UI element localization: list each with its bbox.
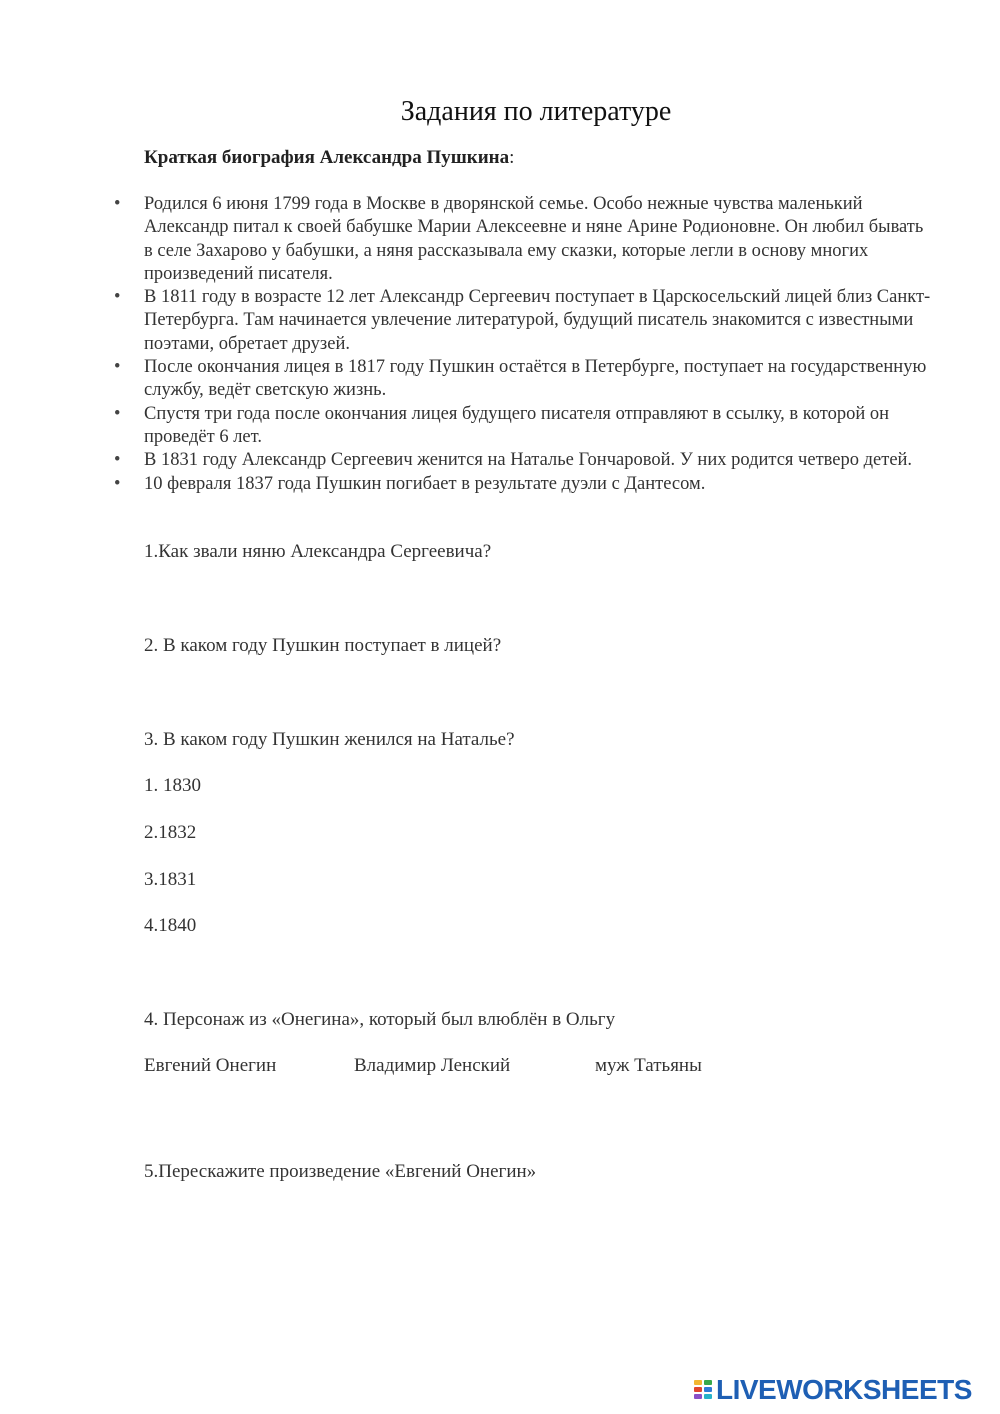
list-item: • Спустя три года после окончания лицея будущего писателя отправляют в ссылку, в которой он проведёт 6 лет. xyxy=(144,403,934,450)
question-4-option-3[interactable]: муж Татьяны xyxy=(595,1055,702,1076)
page-title: Задания по литературе xyxy=(400,96,672,127)
list-item: • После окончания лицея в 1817 году Пушкин остаётся в Петербурге, поступает на государственную службу, ведёт светскую жизнь. xyxy=(144,356,934,403)
subtitle-colon: : xyxy=(509,147,515,168)
question-3-option-3[interactable]: 3.1831 xyxy=(144,869,197,890)
question-4-option-2[interactable]: Владимир Ленский xyxy=(354,1055,511,1076)
section-subtitle xyxy=(144,147,514,169)
biography-list xyxy=(144,193,934,496)
question-3: 3. В каком году Пушкин женился на Наталье? xyxy=(144,729,515,750)
list-item: • В 1831 году Александр Сергеевич женится на Наталье Гончаровой. У них родится четверо детей. xyxy=(144,449,934,472)
question-2: 2. В каком году Пушкин поступает в лицей? xyxy=(144,635,502,656)
logo-text: LIVEWORKSHEETS xyxy=(716,1374,972,1405)
question-4-option-1[interactable]: Евгений Онегин xyxy=(144,1055,277,1076)
question-3-option-4[interactable]: 4.1840 xyxy=(144,915,197,936)
subtitle-bold: Краткая биография Александра Пушкина xyxy=(144,147,510,168)
list-item: • Родился 6 июня 1799 года в Москве в дворянской семье. Особо нежные чувства маленький Александр питал к своей бабушке Марии Алексеевне и няне Арине Родионовне. Он любил бывать в селе Захарово у бабушки, а няня рассказывала ему сказки, которые легли в основу многих произведений писателя. xyxy=(144,193,934,286)
question-3-option-2[interactable]: 2.1832 xyxy=(144,822,197,843)
question-5: 5.Перескажите произведение «Евгений Онегин» xyxy=(144,1161,537,1182)
logo-blocks-icon xyxy=(694,1378,714,1402)
question-1: 1.Как звали няню Александра Сергеевича? xyxy=(144,541,492,562)
list-item: • В 1811 году в возрасте 12 лет Александр Сергеевич поступает в Царскосельский лицей близ Санкт-Петербурга. Там начинается увлечение литературой, будущий писатель знакомится с известными поэтами, обретает друзей. xyxy=(144,286,934,356)
question-4: 4. Персонаж из «Онегина», который был влюблён в Ольгу xyxy=(144,1009,616,1030)
list-item: • 10 февраля 1837 года Пушкин погибает в результате дуэли с Дантесом. xyxy=(144,473,934,496)
liveworksheets-logo xyxy=(694,1375,990,1405)
question-3-option-1[interactable]: 1. 1830 xyxy=(144,775,201,796)
